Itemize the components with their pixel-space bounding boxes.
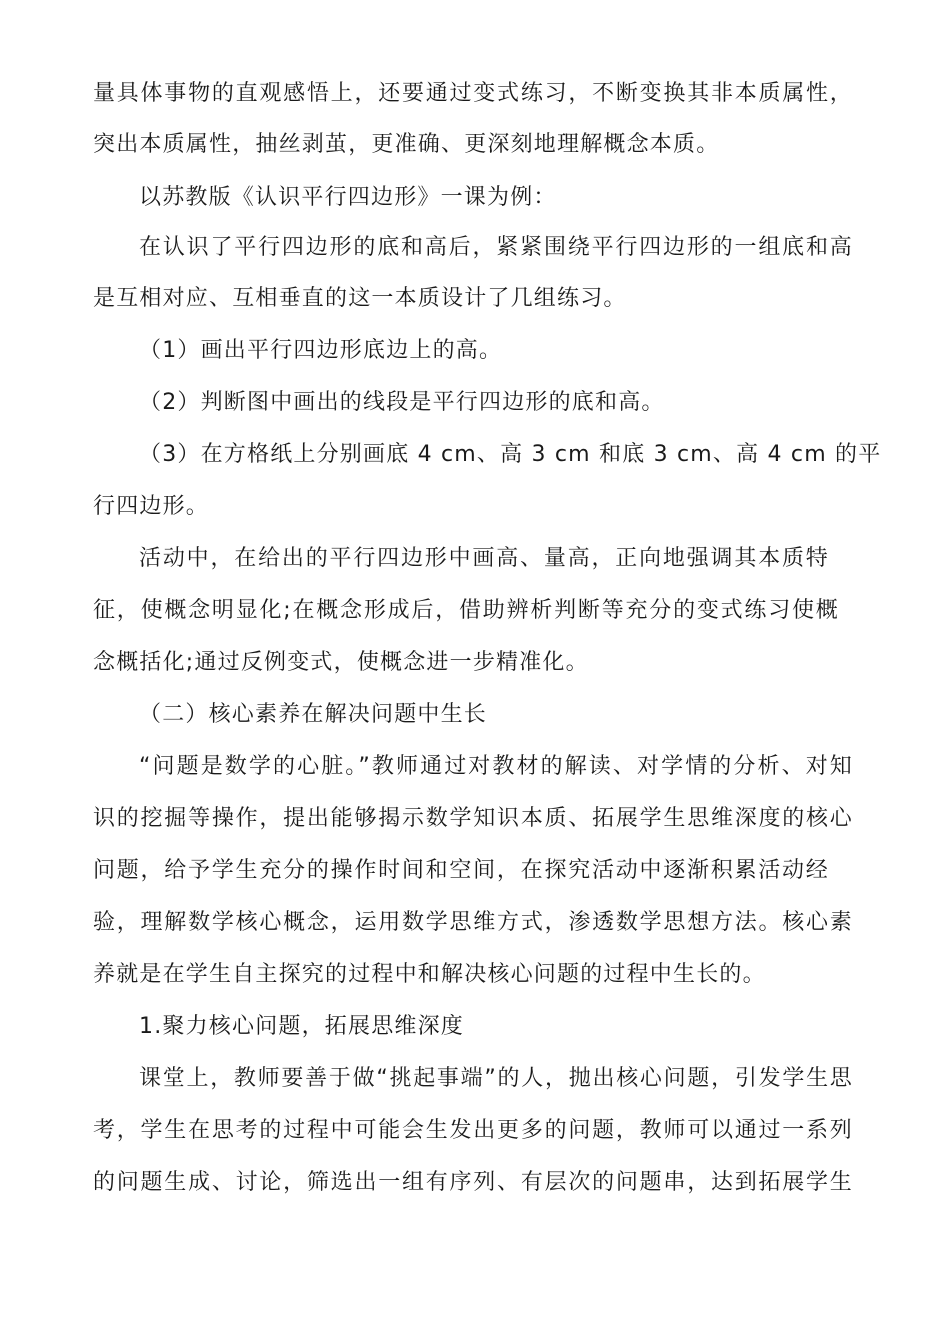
text-line: 征，使概念明显化;在概念形成后，借助辨析判断等充分的变式练习使概 — [93, 598, 839, 623]
text-line: 是互相对应、互相垂直的这一本质设计了几组练习。 — [93, 286, 627, 311]
section-heading: （二）核心素养在解决问题中生长 — [139, 702, 488, 727]
text-line: 在认识了平行四边形的底和高后，紧紧围绕平行四边形的一组底和高 — [139, 235, 853, 260]
text-line: 念概括化;通过反例变式，使概念进一步精准化。 — [93, 650, 589, 675]
text-line: 课堂上，教师要善于做“挑起事端”的人，抛出核心问题，引发学生思 — [139, 1066, 853, 1091]
text-line: 识的挖掘等操作，提出能够揭示数学知识本质、拓展学生思维深度的核心 — [93, 806, 853, 831]
text-line: 突出本质属性，抽丝剥茧，更准确、更深刻地理解概念本质。 — [93, 132, 720, 157]
text-line: 问题，给予学生充分的操作时间和空间，在探究活动中逐渐积累活动经 — [93, 858, 829, 883]
text-line: 以苏教版《认识平行四边形》一课为例： — [139, 185, 557, 210]
text-line: 验，理解数学核心概念，运用数学思维方式，渗透数学思想方法。核心素 — [93, 910, 853, 935]
text-line: （1）画出平行四边形底边上的高。 — [139, 338, 503, 363]
text-line: 养就是在学生自主探究的过程中和解决核心问题的过程中生长的。 — [93, 962, 766, 987]
text-line: 量具体事物的直观感悟上，还要通过变式练习，不断变换其非本质属性， — [93, 81, 853, 106]
text-line: （3）在方格纸上分别画底 4 cm、高 3 cm 和底 3 cm、高 4 cm 的平 — [139, 442, 882, 467]
subsection-heading: 1.聚力核心问题，拓展思维深度 — [139, 1014, 464, 1039]
text-line: 的问题生成、讨论，筛选出一组有序列、有层次的问题串，达到拓展学生 — [93, 1170, 853, 1195]
text-line: 活动中，在给出的平行四边形中画高、量高，正向地强调其本质特 — [139, 546, 829, 571]
text-line: “问题是数学的心脏。”教师通过对教材的解读、对学情的分析、对知 — [139, 754, 853, 779]
text-line: 行四边形。 — [93, 494, 210, 519]
text-line: 考，学生在思考的过程中可能会生发出更多的问题，教师可以通过一系列 — [93, 1118, 853, 1143]
text-line: （2）判断图中画出的线段是平行四边形的底和高。 — [139, 390, 665, 415]
